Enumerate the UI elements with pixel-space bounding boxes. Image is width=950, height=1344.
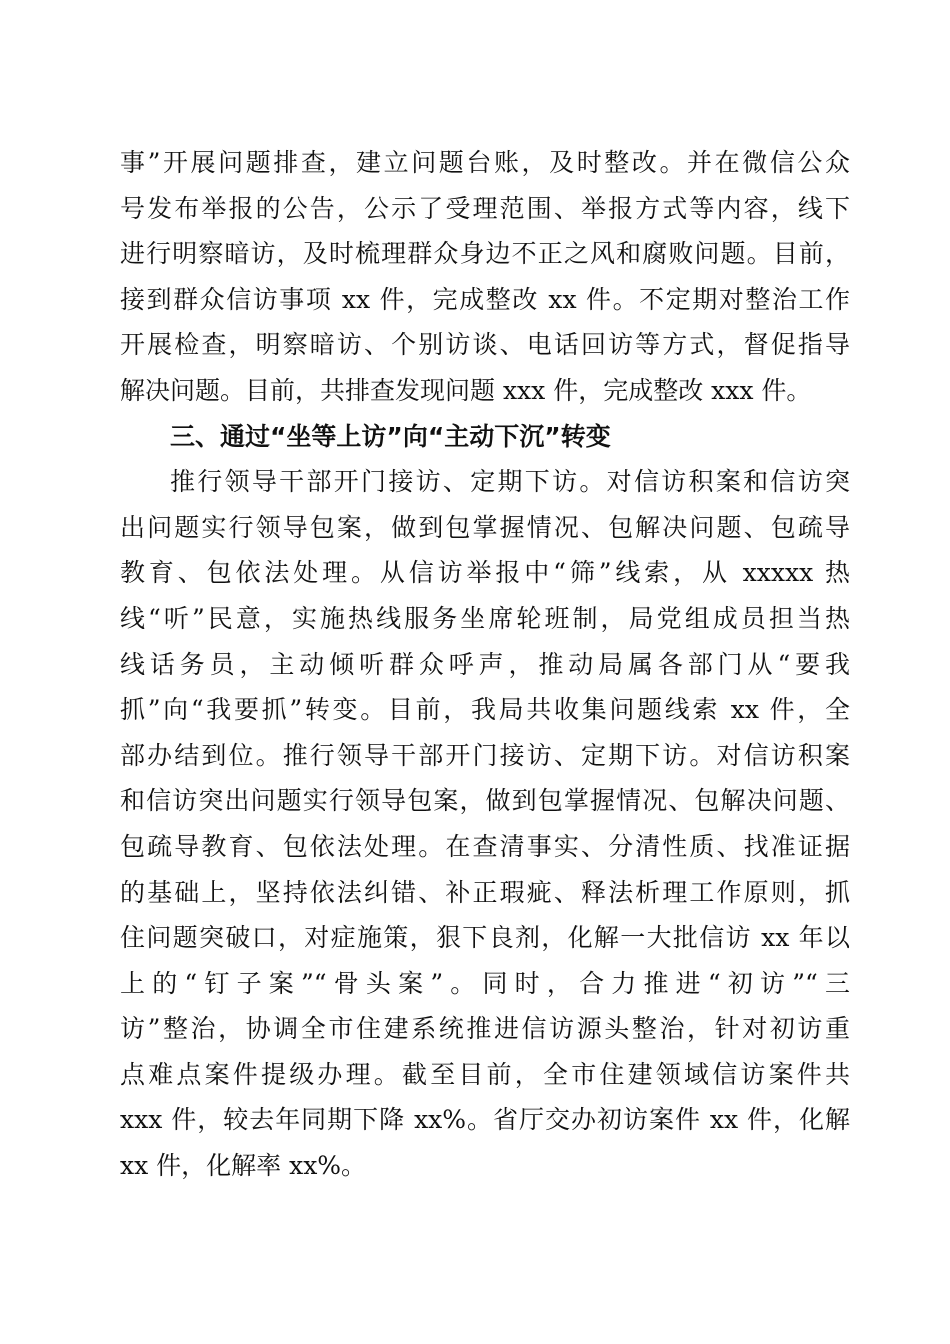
paragraph-line: 开展检查，明察暗访、个别访谈、电话回访等方式，督促指导 — [120, 330, 850, 360]
paragraph-line: 点难点案件提级办理。截至目前，全市住建领域信访案件共 — [120, 1059, 850, 1089]
paragraph-line: 访”整治，协调全市住建系统推进信访源头整治，针对初访重 — [120, 1014, 850, 1044]
paragraph-line: 进行明察暗访，及时梳理群众身边不正之风和腐败问题。目前， — [120, 239, 850, 269]
paragraph-line: 抓”向“我要抓”转变。目前，我局共收集问题线索 xx 件，全 — [120, 695, 850, 725]
paragraph-line: 推行领导干部开门接访、定期下访。对信访积案和信访突 — [170, 467, 850, 497]
document-body — [120, 140, 850, 1189]
paragraph-line: 号发布举报的公告，公示了受理范围、举报方式等内容，线下 — [120, 193, 850, 223]
paragraph-continued — [120, 140, 850, 414]
paragraph-line: 解决问题。目前，共排查发现问题 xxx 件，完成整改 xxx 件。 — [120, 375, 812, 405]
paragraph-line: 的基础上，坚持依法纠错、补正瑕疵、释法析理工作原则，抓 — [120, 877, 850, 907]
paragraph-line: 部办结到位。推行领导干部开门接访、定期下访。对信访积案 — [120, 740, 850, 770]
section-heading: 三、通过“坐等上访”向“主动下沉”转变 — [170, 421, 611, 451]
paragraph-line: 事”开展问题排查，建立问题台账，及时整改。并在微信公众 — [120, 148, 850, 177]
paragraph-section-3 — [120, 459, 850, 1189]
paragraph-line: 线“听”民意，实施热线服务坐席轮班制，局党组成员担当热 — [120, 603, 850, 633]
paragraph-line: xxx 件，较去年同期下降 xx%。省厅交办初访案件 xx 件，化解 — [120, 1105, 850, 1135]
paragraph-line: 上的“钉子案”“骨头案”。同时，合力推进“初访”“三 — [120, 968, 850, 998]
paragraph-line: xx 件，化解率 xx%。 — [120, 1151, 367, 1181]
paragraph-line: 包疏导教育、包依法处理。在查清事实、分清性质、找准证据 — [120, 831, 850, 861]
paragraph-line: 教育、包依法处理。从信访举报中“筛”线索，从 xxxxx 热 — [120, 558, 850, 588]
paragraph-line: 线话务员，主动倾听群众呼声，推动局属各部门从“要我 — [120, 649, 850, 679]
paragraph-line: 和信访突出问题实行领导包案，做到包掌握情况、包解决问题、 — [120, 786, 850, 816]
paragraph-line: 出问题实行领导包案，做到包掌握情况、包解决问题、包疏导 — [120, 512, 850, 542]
paragraph-line: 接到群众信访事项 xx 件，完成整改 xx 件。不定期对整治工作 — [120, 284, 850, 314]
paragraph-line: 住问题突破口，对症施策，狠下良剂，化解一大批信访 xx 年以 — [120, 923, 850, 953]
